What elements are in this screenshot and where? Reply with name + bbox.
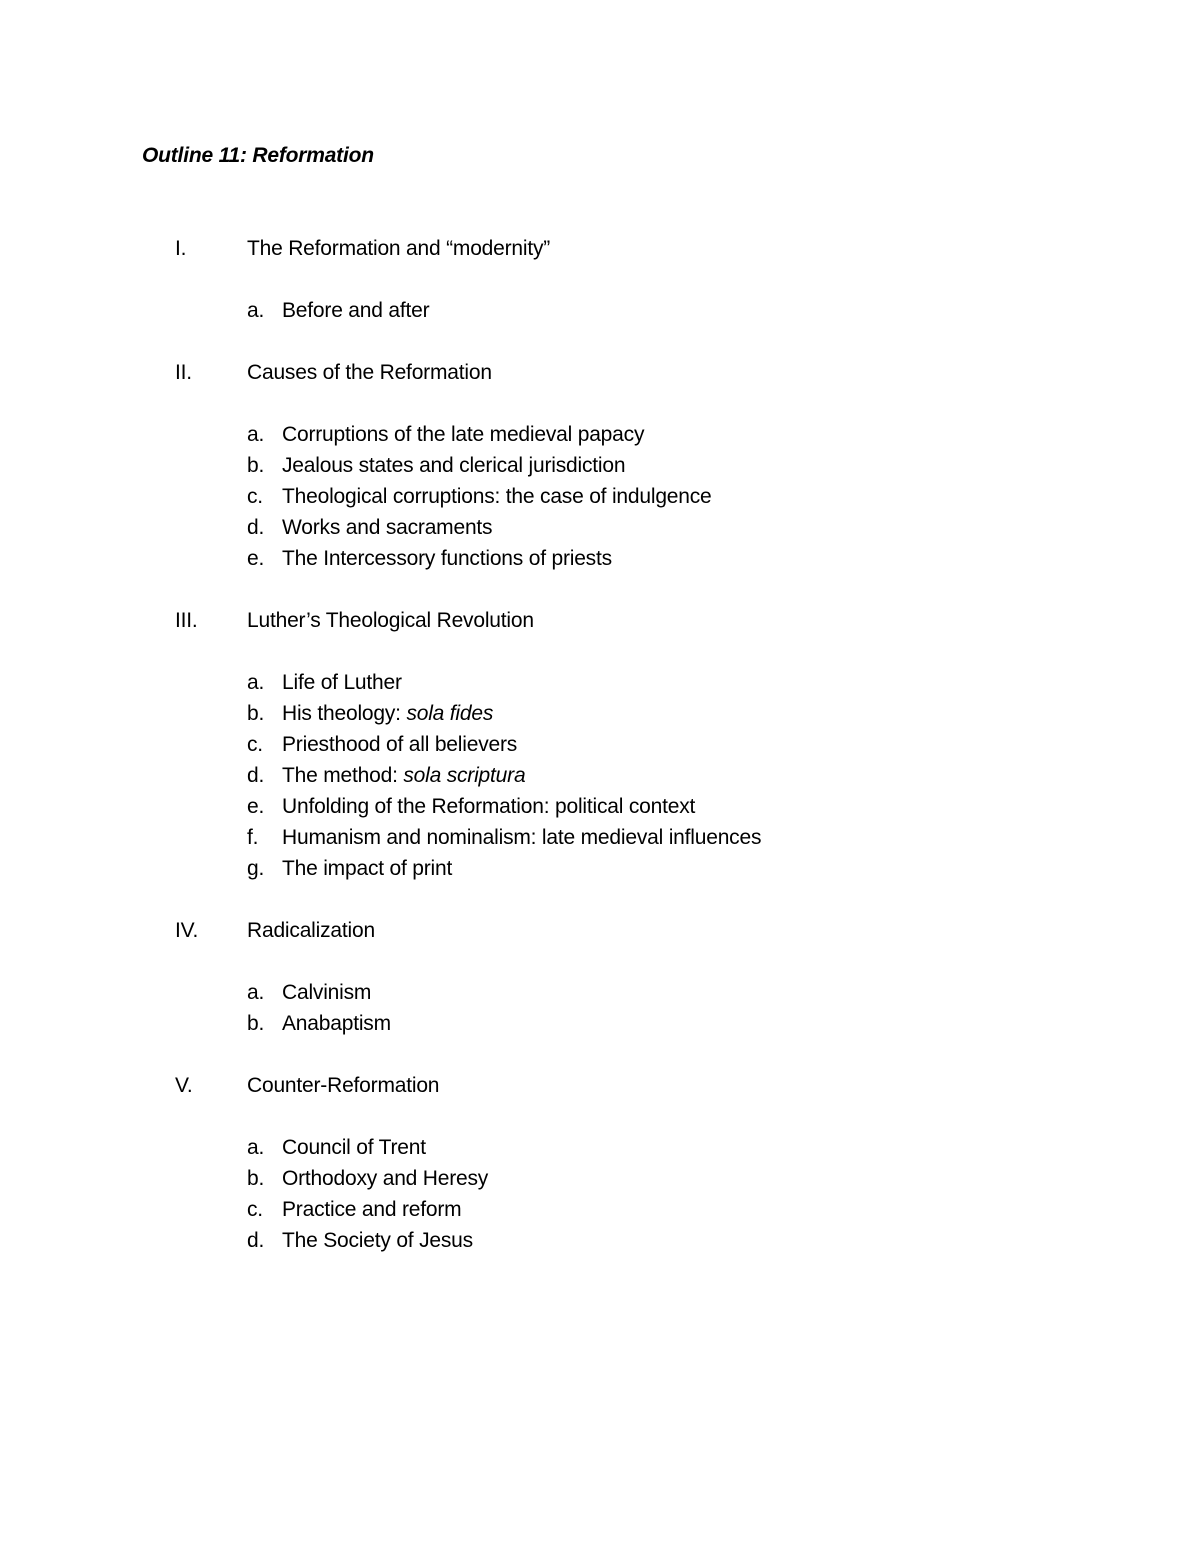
list-item bbox=[0, 421, 1200, 452]
list-item-letter: a. bbox=[247, 981, 265, 1004]
section-heading bbox=[0, 235, 1200, 263]
list-item-italic-term: sola scriptura bbox=[403, 764, 526, 787]
list-item-text bbox=[282, 545, 612, 573]
list-item-letter: a. bbox=[247, 423, 265, 446]
list-item-letter: e. bbox=[247, 795, 265, 818]
list-item bbox=[0, 793, 1200, 824]
section-item-list bbox=[0, 421, 1200, 576]
list-item bbox=[0, 855, 1200, 886]
list-item bbox=[0, 1196, 1200, 1227]
list-item bbox=[0, 700, 1200, 731]
list-item-letter: c. bbox=[247, 485, 263, 508]
list-item-letter: c. bbox=[247, 733, 263, 756]
list-item-text bbox=[282, 762, 525, 790]
list-item-text bbox=[282, 731, 517, 759]
list-item bbox=[0, 824, 1200, 855]
section-spacer bbox=[0, 576, 1200, 607]
list-item-letter: e. bbox=[247, 547, 265, 570]
list-item-text bbox=[282, 669, 402, 697]
list-item-text bbox=[282, 1010, 391, 1038]
list-item bbox=[0, 452, 1200, 483]
list-item-letter: b. bbox=[247, 1167, 265, 1190]
list-item-letter: a. bbox=[247, 671, 265, 694]
section-heading-text: Causes of the Reformation bbox=[247, 361, 492, 384]
section-item-list bbox=[0, 669, 1200, 886]
section-numeral: V. bbox=[175, 1074, 193, 1097]
outline bbox=[0, 235, 1200, 1258]
outline-section bbox=[0, 1072, 1200, 1258]
list-item-plain-text: Practice and reform bbox=[282, 1198, 462, 1221]
list-item-letter: b. bbox=[247, 1012, 265, 1035]
list-item-letter: b. bbox=[247, 702, 265, 725]
section-heading bbox=[0, 1072, 1200, 1100]
document-title: Outline 11: Reformation bbox=[142, 144, 374, 167]
list-item-text bbox=[282, 1134, 426, 1162]
list-item-plain-text: Life of Luther bbox=[282, 671, 402, 694]
list-item bbox=[0, 1134, 1200, 1165]
list-item-plain-text: Orthodoxy and Heresy bbox=[282, 1167, 489, 1190]
list-item-letter: g. bbox=[247, 857, 265, 880]
section-heading-text: Luther’s Theological Revolution bbox=[247, 609, 534, 632]
list-item-plain-text: Unfolding of the Reformation: political context bbox=[282, 795, 696, 818]
list-item-letter: f. bbox=[247, 826, 259, 849]
list-item-text bbox=[282, 793, 695, 821]
section-heading bbox=[0, 917, 1200, 945]
section-numeral: IV. bbox=[175, 919, 199, 942]
list-item bbox=[0, 483, 1200, 514]
list-item-letter: d. bbox=[247, 516, 265, 539]
list-item bbox=[0, 1227, 1200, 1258]
section-spacer bbox=[0, 328, 1200, 359]
list-item-plain-text: His theology: bbox=[282, 702, 407, 725]
list-item-text bbox=[282, 1196, 461, 1224]
section-item-list bbox=[0, 1134, 1200, 1258]
outline-section bbox=[0, 917, 1200, 1041]
list-item bbox=[0, 731, 1200, 762]
list-item-text bbox=[282, 855, 452, 883]
list-item bbox=[0, 1165, 1200, 1196]
section-spacer bbox=[0, 886, 1200, 917]
list-item-letter: a. bbox=[247, 1136, 265, 1159]
list-item-letter: b. bbox=[247, 454, 265, 477]
list-item bbox=[0, 762, 1200, 793]
list-item bbox=[0, 297, 1200, 328]
list-item-plain-text: The Society of Jesus bbox=[282, 1229, 473, 1252]
list-item-letter: c. bbox=[247, 1198, 263, 1221]
section-heading-text: Radicalization bbox=[247, 919, 375, 942]
list-item-text bbox=[282, 514, 492, 542]
list-item bbox=[0, 669, 1200, 700]
list-item bbox=[0, 1010, 1200, 1041]
list-item-plain-text: Works and sacraments bbox=[282, 516, 493, 539]
list-item-plain-text: The Intercessory functions of priests bbox=[282, 547, 612, 570]
list-item-plain-text: The impact of print bbox=[282, 857, 453, 880]
section-numeral: II. bbox=[175, 361, 192, 384]
list-item-text bbox=[282, 1165, 488, 1193]
list-item-plain-text: Corruptions of the late medieval papacy bbox=[282, 423, 645, 446]
outline-section bbox=[0, 607, 1200, 886]
list-item-plain-text: Council of Trent bbox=[282, 1136, 426, 1159]
section-heading-text: The Reformation and “modernity” bbox=[247, 237, 551, 260]
list-item bbox=[0, 979, 1200, 1010]
list-item-plain-text: Jealous states and clerical jurisdiction bbox=[282, 454, 626, 477]
list-item-plain-text: Before and after bbox=[282, 299, 430, 322]
list-item-italic-term: sola fides bbox=[406, 702, 494, 725]
list-item-text bbox=[282, 483, 712, 511]
list-item-plain-text: Theological corruptions: the case of indulgence bbox=[282, 485, 712, 508]
outline-section bbox=[0, 235, 1200, 328]
list-item-plain-text: Humanism and nominalism: late medieval influences bbox=[282, 826, 762, 849]
list-item bbox=[0, 514, 1200, 545]
list-item-plain-text: Priesthood of all believers bbox=[282, 733, 518, 756]
list-item-letter: d. bbox=[247, 1229, 265, 1252]
list-item-text bbox=[282, 824, 761, 852]
list-item-text bbox=[282, 452, 625, 480]
section-numeral: I. bbox=[175, 237, 187, 260]
list-item-text bbox=[282, 1227, 473, 1255]
section-heading bbox=[0, 359, 1200, 387]
list-item-text bbox=[282, 700, 493, 728]
list-item-letter: d. bbox=[247, 764, 265, 787]
section-heading-text: Counter-Reformation bbox=[247, 1074, 440, 1097]
list-item-text bbox=[282, 297, 429, 325]
list-item bbox=[0, 545, 1200, 576]
section-item-list bbox=[0, 979, 1200, 1041]
list-item-letter: a. bbox=[247, 299, 265, 322]
list-item-plain-text: Anabaptism bbox=[282, 1012, 391, 1035]
section-spacer bbox=[0, 1041, 1200, 1072]
outline-section bbox=[0, 359, 1200, 576]
list-item-plain-text: Calvinism bbox=[282, 981, 372, 1004]
section-item-list bbox=[0, 297, 1200, 328]
list-item-text bbox=[282, 421, 644, 449]
list-item-text bbox=[282, 979, 371, 1007]
section-numeral: III. bbox=[175, 609, 198, 632]
list-item-plain-text: The method: bbox=[282, 764, 404, 787]
section-heading bbox=[0, 607, 1200, 635]
